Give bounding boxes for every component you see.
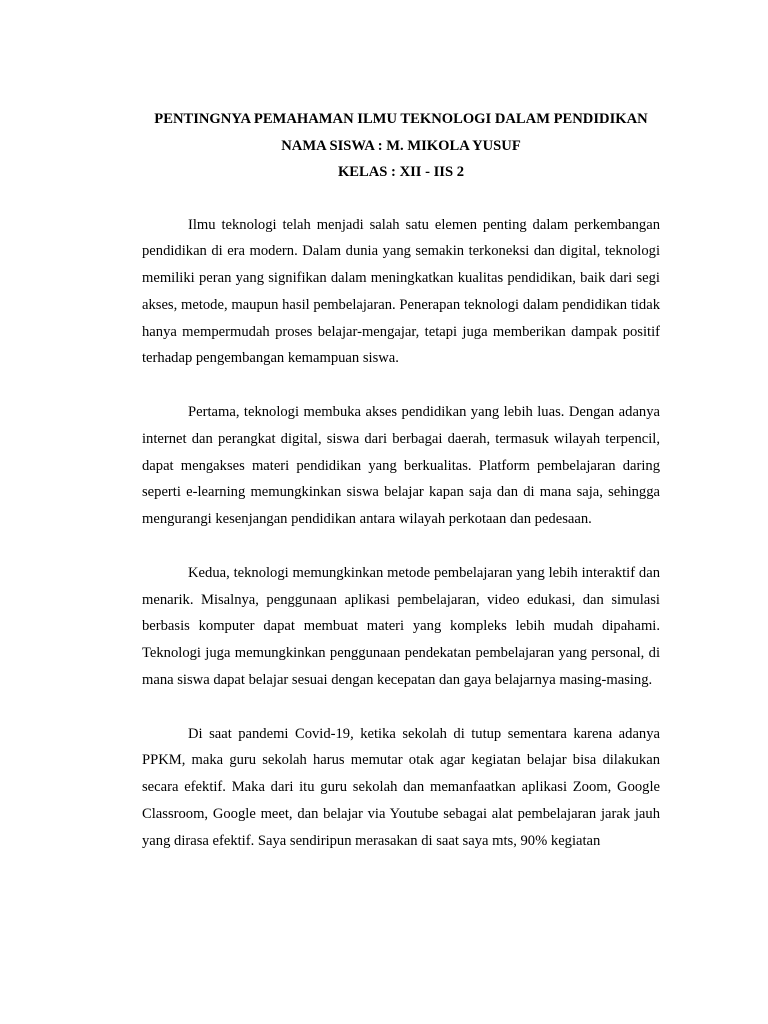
student-name-line: NAMA SISWA : M. MIKOLA YUSUF	[281, 137, 521, 154]
document-title: PENTINGNYA PEMAHAMAN ILMU TEKNOLOGI DALAM PENDIDIKAN	[154, 111, 648, 127]
class-line: KELAS : XII - IIS 2	[337, 164, 465, 180]
title-block	[142, 106, 660, 186]
paragraph-pandemic: Di saat pandemi Covid-19, ketika sekolah di tutup sementara karena adanya PPKM, maka guru sekolah harus memutar otak agar kegiatan belajar bisa dilakukan secara efektif. Maka dari itu guru sekolah dan memanfaatkan aplikasi Zoom, Google Classroom, Google meet, dan belajar via Youtube sebagai alat pembelajaran jarak jauh yang dirasa efektif. Saya sendiripun merasakan di saat saya mts, 90% kegiatan	[142, 725, 660, 849]
document-content	[142, 106, 660, 881]
paragraph-methods: Kedua, teknologi memungkinkan metode pembelajaran yang lebih interaktif dan menarik. Misalnya, penggunaan aplikasi pembelajaran, video edukasi, dan simulasi berbasis komputer dapat membuat materi yang kompleks lebih mudah dipahami. Teknologi juga memungkinkan penggunaan pendekatan pembelajaran yang personal, di mana siswa dapat belajar sesuai dengan kecepatan dan gaya belajarnya masing-masing.	[142, 564, 660, 689]
paragraph-intro: Ilmu teknologi telah menjadi salah satu elemen penting dalam perkembangan pendidikan di era modern. Dalam dunia yang semakin terkoneksi dan digital, teknologi memiliki peran yang signifikan dalam meningkatkan kualitas pendidikan, baik dari segi akses, metode, maupun hasil pembelajaran. Penerapan teknologi dalam pendidikan tidak hanya mempermudah proses belajar-mengajar, tetapi juga memberikan dampak positif terhadap pengembangan kemampuan siswa.	[142, 216, 660, 367]
paragraph-access: Pertama, teknologi membuka akses pendidikan yang lebih luas. Dengan adanya internet dan perangkat digital, siswa dari berbagai daerah, termasuk wilayah terpencil, dapat mengakses materi pendidikan yang berkualitas. Platform pembelajaran daring seperti e-learning memungkinkan siswa belajar kapan saja dan di mana saja, sehingga mengurangi kesenjangan pendidikan antara wilayah perkotaan dan pedesaan.	[142, 404, 660, 528]
